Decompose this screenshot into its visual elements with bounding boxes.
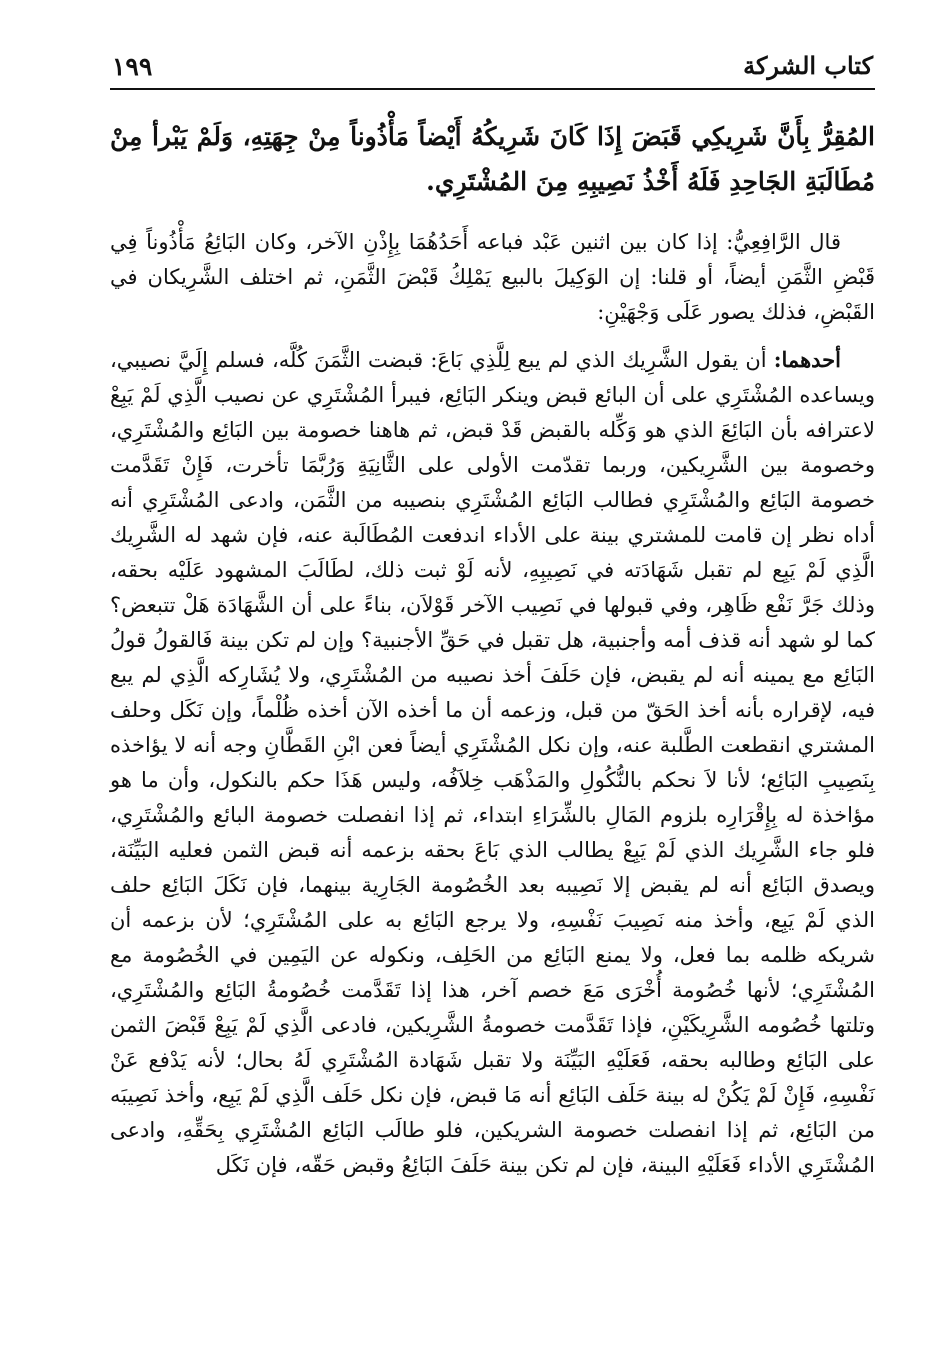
main-text-excerpt: المُقِرُّ بِأَنَّ شَرِيكِي قَبَضَ إِذَا كَانَ شَرِيكُهُ أَيْضاً مَأْذُوناً مِنْ جِهَتِهِ، وَلَمْ يَبْرأ مِنْ مُطَالَبَةِ الجَاحِدِ فَلَهُ أَخْذُ نَصِيبِهِ مِنَ المُشْتَرِي.: [110, 122, 875, 196]
paragraph-text: أن يقول الشَّرِيك الذي لم يبع لِلَّذِي بَاعَ: قبضت الثَّمَنَ كُلَّه، فسلم إِلَيَّ نصيبي، ويساعده المُشْتَرِي على أن البائع قبض وينكر البَائِع، فيبرأ المُشْتَرِي عن نصيب الَّذِي لَمْ يَبِعْ لاعترافه بأن البَائِعَ الذي هو وَكِّله بالقبض قَدْ قبض، ثم هاهنا خصومة بين البَائِع والمُشْتَرِي، وخصومة بين الشَّرِيكين، وربما تقدّمت الأولى على الثَّانِيَةِ وَرُبَّمَا تأخرت، فَإِنْ تَقَدَّمت خصومة البَائِع والمُشْتَرِي فطالب البَائِع المُشْتَرِي بنصيبه من الثَّمَن، وادعى المُشْتَرِي أنه أداه نظر إن قامت للمشتري بينة على الأداء اندفعت المُطَالَبة عنه، فإن شهد له الشَّرِيك الَّذِي لَمْ يَبِع لم تقبل شَهَادَته في نَصِيبِهِ، لأنه لَوْ ثبت ذلك، لطَالَبَ المشهود عَلَيْه بحقه، وذلك جَرَّ نَفْع ظَاهِر، وفي قبولها في نَصِيب الآخر قَوْلاَن، بناءً على أن الشَّهَادَة هَلْ تتبعض؟ كما لو شهد أنه قذف أمه وأجنبية، هل تقبل في حَقِّ الأجنبية؟ وإن لم تكن بينة فَالقولُ قولُ البَائِع مع يمينه أنه لم يقبض، فإن حَلَفَ أخذ نصيبه من المُشْتَرِي، ولا يُشَارِكه الَّذِي لم يبع فيه، لإقراره بأنه أخذ الحَقّ من قبل، وزعمه أن ما أخذه الآن أخذه ظُلْماً، وإن نَكَل وحلف المشتري انقطعت الطَّلبة عنه، وإن نكل المُشْتَرِي أيضاً فعن ابْنِ القَطَّانِ وجه أنه لا يؤاخذه بِنَصِيبِ البَائِع؛ لأنا لاَ نحكم بالنُّكُولِ والمَذْهَب خِلاَفُه، وليس هَذَا حكم بالنكول، وأن ما هو مؤاخذة له بِإِقْرَارِه بلزوم المَالِ بالشِّرَاءِ ابتداء، ثم إذا انفصلت خصومة البائع والمُشْتَرِي، فلو جاء الشَّرِيك الذي لَمْ يَبِعْ يطالب الذي بَاعَ بحقه بزعمه أنه قبض الثمن فعليه البَيِّنَة، ويصدق البَائِع أنه لم يقبض إلا نَصِيبه بعد الخُصُومة الجَارِية بينهما، فإن نَكَلَ البَائِع حلف الذي لَمْ يَبِع، وأخذ منه نَصِيبَ نَفْسِهِ، ولا يرجع البَائِع به على المُشْتَرِي؛ لأن بزعمه أن شريكه ظلمه بما فعل، ولا يمنع البَائِع من الحَلِف، ونكوله عن اليَمِين في الخُصُومة مع المُشْتَرِي؛ لأنها خُصُومة أُخْرَى مَعَ خصم آخر، هذا إذا تَقَدَّمت خُصُومةُ البَائِع والمُشْتَرِي، وتلتها خُصُومه الشَّرِيكَيْنِ، فإذا تَقَدَّمت خصومةُ الشَّرِيكين، فادعى الَّذِي لَمْ يَبِعْ قَبْضَ الثمن على البَائِع وطالبه بحقه، فَعَلَيْهِ البَيِّنَة ولا تقبل شَهَادة المُشْتَرِي لَهُ بحال؛ لأنه يَدْفع عَنْ نَفْسِهِ، فَإِنْ لَمْ يَكُنْ له بينة حَلَف البَائِع أنه مَا قبض، فإن نكل حَلَف الَّذِي لَمْ يَبِع، وأخذ نَصِيبَه من البَائِع، ثم إذا انفصلت خصومة الشريكين، فلو طالَب البَائِع المُشْتَرِي بِحَقِّهِ، وادعى المُشْتَرِي الأداء فَعَلَيْهِ البينة، فإن لم تكن بينة حَلَفَ البَائِعُ وقبض حَقّه، فإن نَكَل: [110, 348, 875, 1177]
paragraph-text: قال الرَّافِعِيُّ: إذا كان بين اثنين عَبْد فباعه أَحَدُهُمَا بِإِذْنِ الآخر، وكان البَائِعُ مَأْذُوناً فِي قَبْضِ الثَّمَنِ أيضاً، أو قلنا: إن الوَكِيلَ بالبيع يَمْلِكُ قَبْضَ الثَّمَنِ، ثم اختلف الشَّرِيكان في القَبْضِ، فذلك يصور عَلَى وَجْهَيْنِ:: [110, 230, 875, 324]
running-title: كتاب الشركة: [743, 51, 873, 80]
page-number: ١٩٩: [112, 51, 153, 81]
page-header: [110, 52, 875, 90]
commentary-paragraph-1: [110, 224, 875, 330]
commentary-paragraph-2: [110, 342, 875, 1183]
paragraph-lead: أحدهما:: [773, 347, 841, 372]
